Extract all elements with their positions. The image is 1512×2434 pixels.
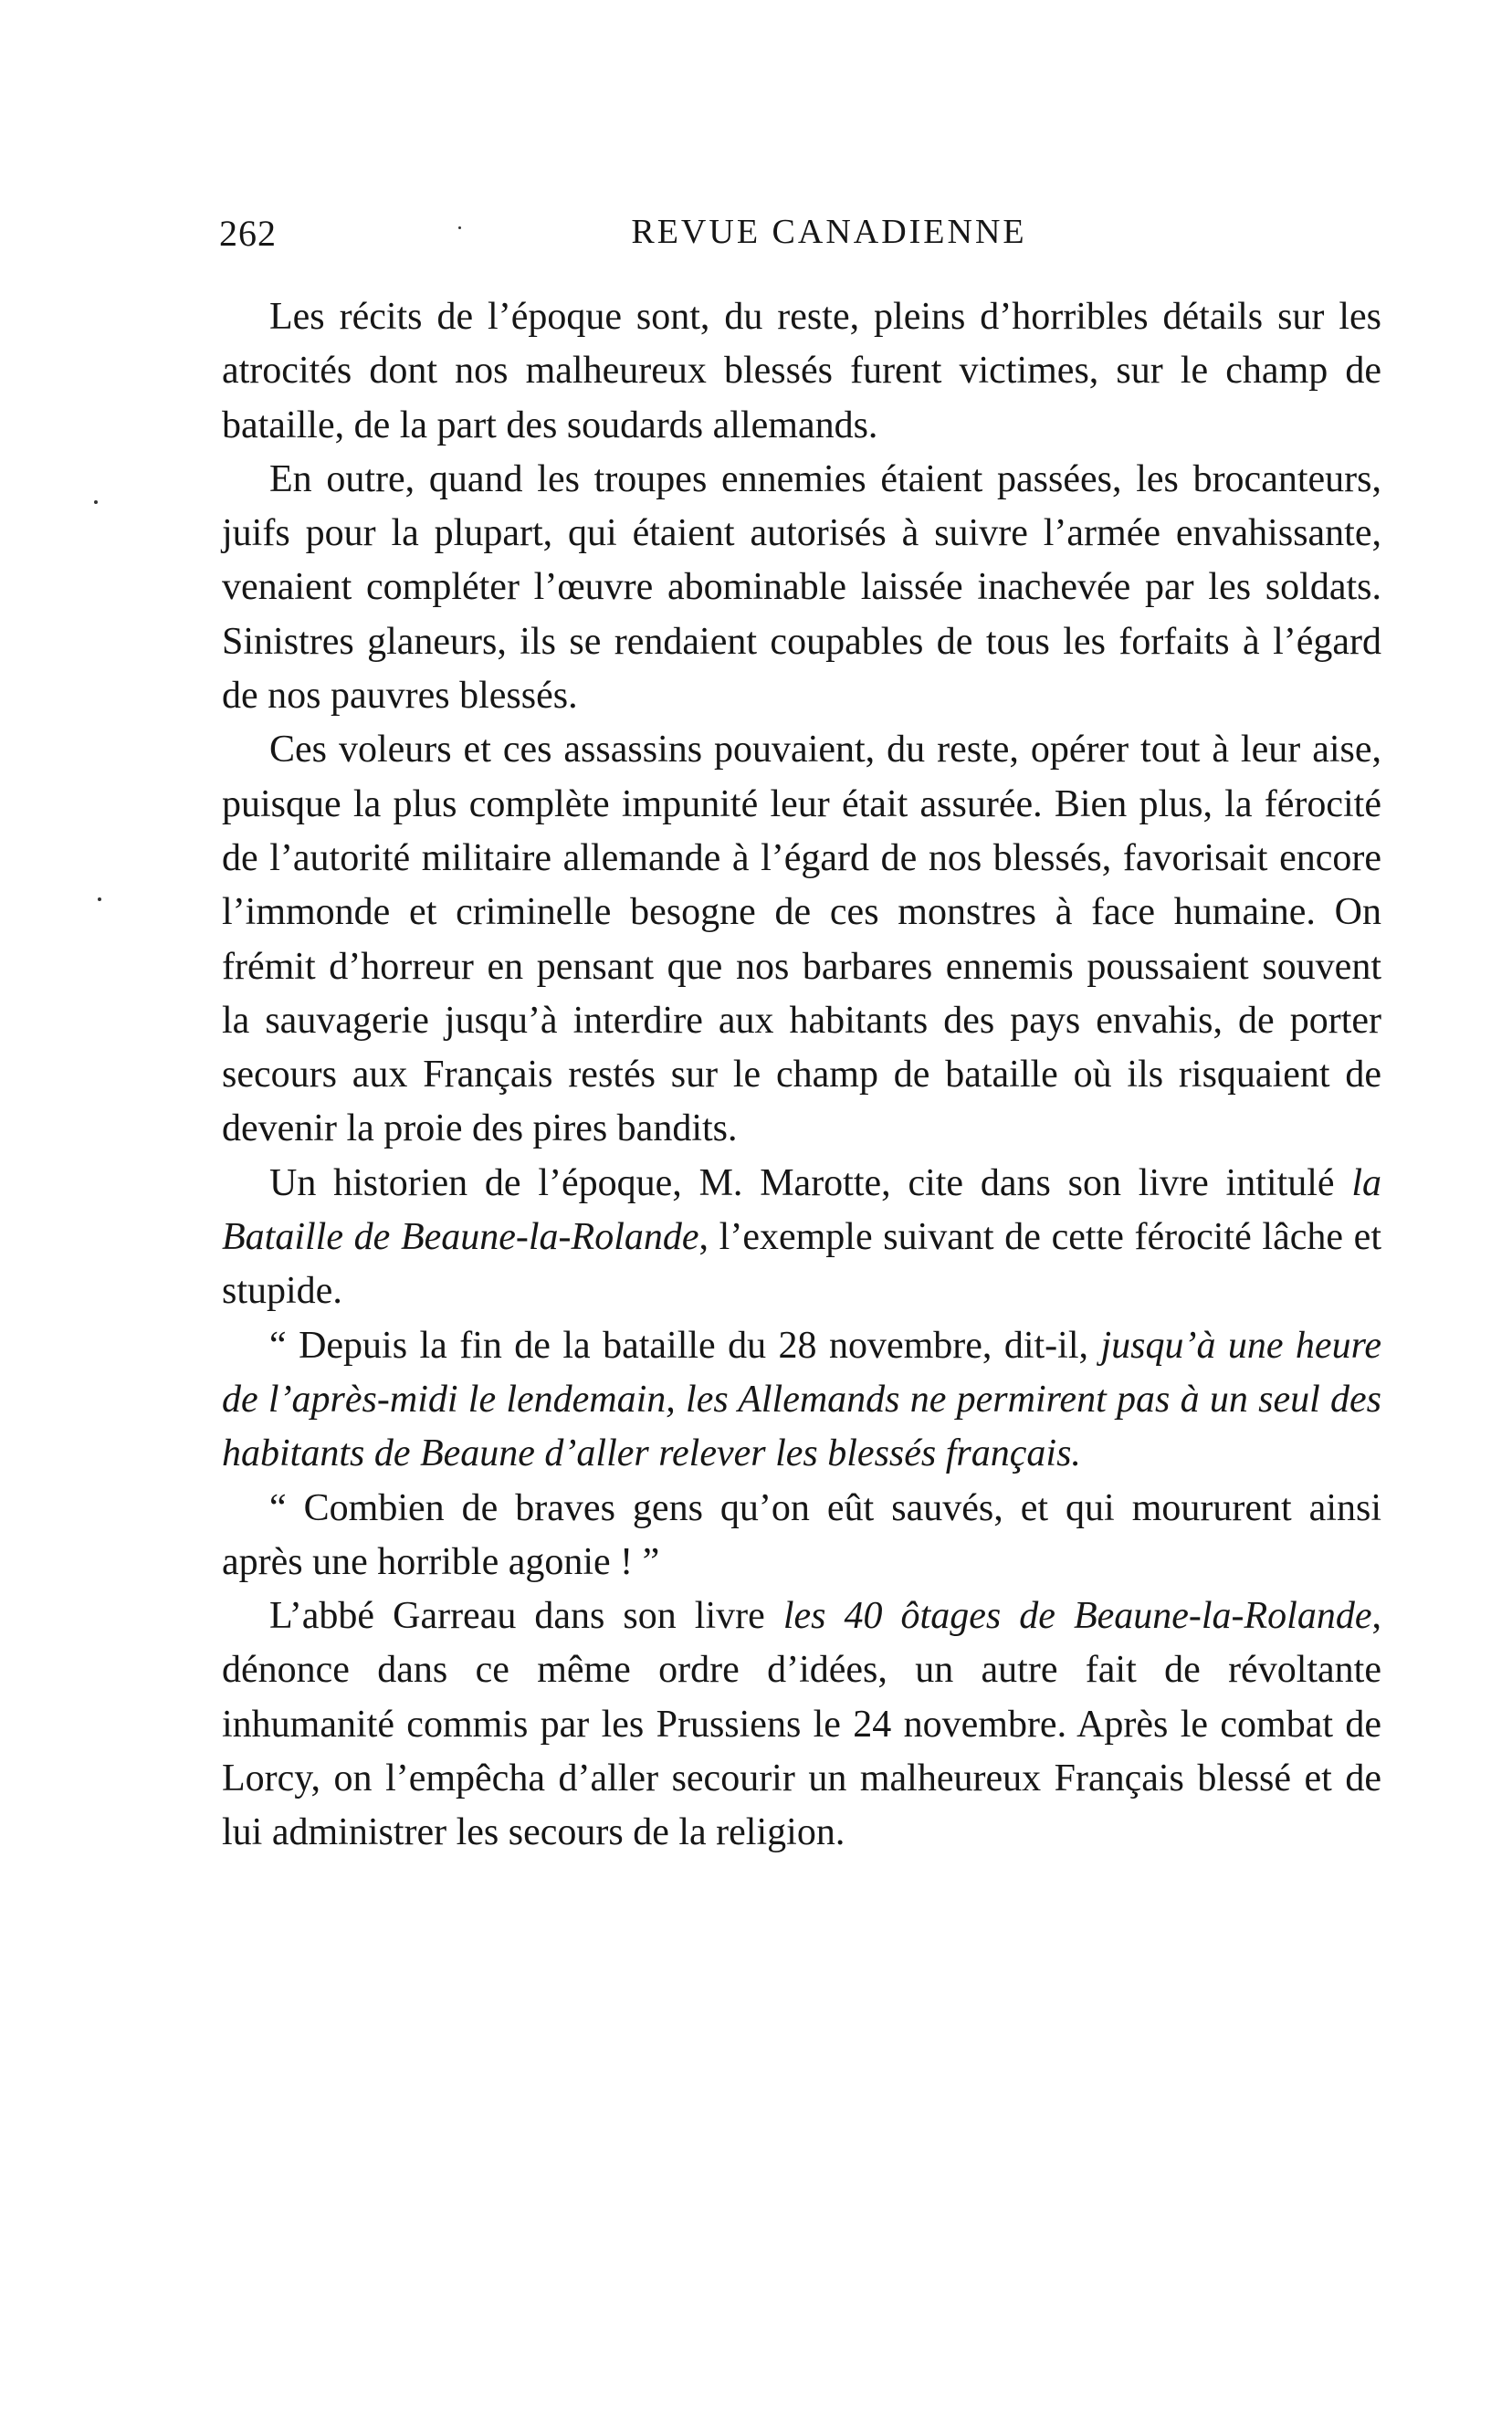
quotation-lead: “ Depuis la fin de la bataille du 28 novembre, dit-il, (269, 1324, 1101, 1367)
paragraph-2: En outre, quand les troupes ennemies étaient passées, les brocanteurs, juifs pour la plupart, qui étaient autorisés à suivre l’armée envahissante, venaient compléter l’œuvre abominable laissée inachevée par les soldats. Sinistres glaneurs, ils se rendaient coupables de tous les forfaits à l’égard de nos pauvres blessés. (222, 457, 1381, 718)
quotation-emphasis: jusqu’à une heure de l’après-midi le lendemain, les Allemands ne permirent pas à un seul des habitants de Beaune d’aller relever les blessés français. (222, 1324, 1381, 1475)
paragraph-7-lead: L’abbé Garreau dans son livre (269, 1595, 783, 1638)
print-speck (98, 897, 101, 901)
page-header (219, 212, 1384, 267)
paragraph-4-lead: Un historien de l’époque, M. Marotte, cite dans son livre intitulé (269, 1161, 1352, 1204)
paragraph-6: “ Combien de braves gens qu’on eût sauvés, et qui moururent ainsi après une horrible agonie ! ” (222, 1486, 1381, 1583)
body-text (222, 290, 1381, 1861)
running-head: REVUE CANADIENNE (631, 213, 1027, 251)
paragraph-4 (222, 1157, 1381, 1319)
page-number: 262 (219, 213, 277, 254)
book-title-marotte: la Bataille de Beaune-la-Rolande (222, 1161, 1381, 1259)
paragraph-5 (222, 1319, 1381, 1482)
book-title-garreau: les 40 ôtages de Beaune-la-Rolande (782, 1595, 1372, 1638)
print-speck (458, 226, 461, 229)
paragraph-7 (222, 1589, 1381, 1860)
paragraph-7-tail: , dénonce dans ce même ordre d’idées, un autre fait de révoltante inhumanité commis par les Prussiens le 24 novembre. Après le combat de Lorcy, on l’empêcha d’aller secourir un malheureux Français blessé et de lui administrer les secours de la religion. (222, 1595, 1381, 1854)
print-speck (94, 500, 98, 504)
paragraph-3: Ces voleurs et ces assassins pouvaient, du reste, opérer tout à leur aise, puisque la plus complète impunité leur était assurée. Bien plus, la férocité de l’autorité militaire allemande à l’égard de nos blessés, favorisait encore l’immonde et criminelle besogne de ces monstres à face humaine. On frémit d’horreur en pensant que nos barbares ennemis poussaient souvent la sauvagerie jusqu’à interdire aux habitants des pays envahis, de porter secours aux Français restés sur le champ de bataille où ils risquaient de devenir la proie des pires bandits. (222, 729, 1381, 1150)
paragraph-1: Les récits de l’époque sont, du reste, pleins d’horribles détails sur les atrocités dont nos malheureux blessés furent victimes, sur le champ de bataille, de la part des soudards allemands. (222, 296, 1381, 446)
paragraph-4-tail: , l’exemple suivant de cette férocité lâche et stupide. (222, 1216, 1381, 1313)
